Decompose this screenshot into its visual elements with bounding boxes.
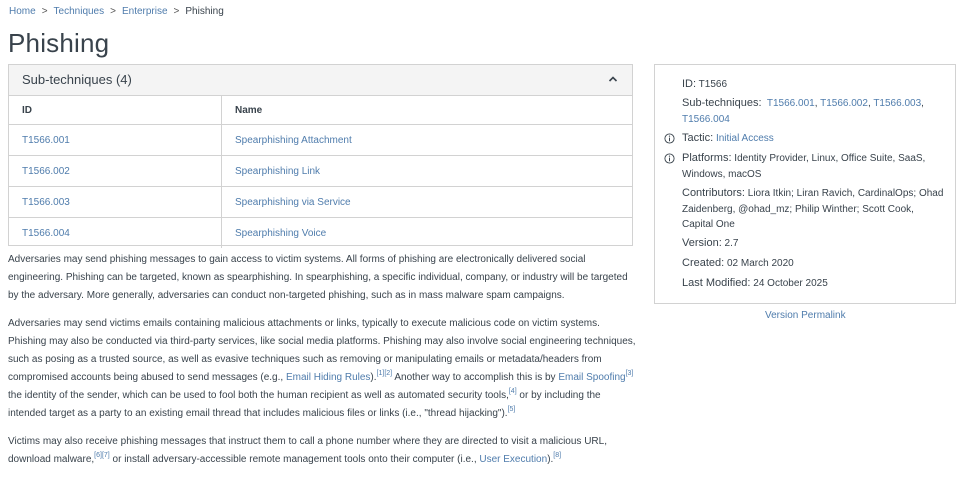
info-label: Platforms: bbox=[682, 152, 732, 164]
subtechnique-id-link[interactable]: T1566.004 bbox=[22, 227, 70, 239]
info-label: Version: bbox=[682, 237, 722, 249]
subtechnique-id-link[interactable]: T1566.002 bbox=[22, 165, 70, 177]
reference-link[interactable]: [3] bbox=[625, 370, 634, 377]
breadcrumb-current: Phishing bbox=[185, 6, 224, 17]
info-platforms bbox=[682, 151, 944, 182]
info-value: Liora Itkin; Liran Ravich, CardinalOps; Ohad Zaidenberg, @ohad_mz; Philip Winther; Scott Cook, Capital One bbox=[682, 188, 944, 230]
subtechnique-id-link[interactable]: T1566.001 bbox=[22, 134, 70, 146]
breadcrumb-separator: > bbox=[173, 6, 180, 17]
info-icon[interactable] bbox=[664, 153, 675, 164]
description-text: Victims may also receive phishing messages that instruct them to call a phone number where they are directed to visit a malicious URL, download malware, bbox=[8, 436, 607, 465]
subtechnique-link[interactable]: T1566.004 bbox=[682, 113, 730, 125]
subtechnique-link[interactable]: T1566.001 bbox=[766, 98, 815, 109]
version-permalink[interactable]: Version Permalink bbox=[765, 310, 846, 321]
reference-link[interactable]: [2] bbox=[384, 370, 393, 377]
chevron-up-icon[interactable] bbox=[608, 74, 618, 84]
table-cell-id bbox=[9, 156, 222, 187]
reference-link[interactable]: [7] bbox=[101, 452, 110, 459]
info-value: Identity Provider, Linux, Office Suite, SaaS, Windows, macOS bbox=[682, 153, 926, 180]
subtechnique-id-link[interactable]: T1566.003 bbox=[22, 196, 70, 208]
subtechnique-name-link[interactable]: Spearphishing via Service bbox=[235, 196, 351, 208]
table-cell-id bbox=[9, 187, 222, 218]
info-value: 24 October 2025 bbox=[753, 278, 828, 289]
info-icon[interactable] bbox=[664, 133, 675, 144]
table-row bbox=[9, 156, 632, 187]
description-text: the identity of the sender, which can be used to fool both the human recipient as well as automated security tools, bbox=[8, 390, 509, 401]
table-cell-name bbox=[222, 187, 633, 218]
description-paragraph-1: Adversaries may send phishing messages to gain access to victim systems. All forms of phishing are electronically delivered social engineering. Phishing can be targeted, known as spearphishing. In spearphishing, a specific individual, company, or industry will be targeted by the adversary. More generally, adversaries can conduct non-targeted phishing, such as in mass malware spam campaigns. bbox=[8, 254, 628, 301]
breadcrumb-techniques[interactable]: Techniques bbox=[53, 6, 105, 17]
info-value: 02 March 2020 bbox=[726, 258, 794, 269]
info-label: Tactic: bbox=[682, 132, 714, 144]
subtechniques-table bbox=[9, 96, 632, 248]
info-label: Created: bbox=[682, 257, 725, 269]
column-header-id: ID bbox=[9, 96, 222, 125]
table-header-row bbox=[9, 96, 632, 125]
subtechniques-panel bbox=[8, 64, 633, 246]
description-text: Another way to accomplish this is by bbox=[392, 372, 559, 383]
subtechnique-name-link[interactable]: Spearphishing Link bbox=[235, 165, 321, 177]
info-value: 2.7 bbox=[724, 238, 739, 249]
subtechnique-link[interactable]: T1566.003 bbox=[873, 98, 922, 109]
table-row bbox=[9, 187, 632, 218]
description-text: or install adversary-accessible remote management tools onto their computer (i.e., bbox=[109, 454, 480, 465]
description-text: or by including the intended target as a party to an existing email thread that includes malicious files or links (i.e., "thread hijacking"). bbox=[8, 390, 601, 419]
table-cell-name bbox=[222, 156, 633, 187]
email-hiding-rules-link[interactable]: Email Hiding Rules bbox=[285, 372, 371, 383]
email-spoofing-link[interactable]: Email Spoofing bbox=[558, 372, 626, 383]
table-row bbox=[9, 125, 632, 156]
info-label: Last Modified: bbox=[682, 277, 751, 289]
breadcrumb-enterprise[interactable]: Enterprise bbox=[121, 6, 168, 17]
technique-info-card bbox=[654, 64, 956, 304]
subtechnique-link[interactable]: T1566.002 bbox=[820, 98, 868, 109]
column-header-name: Name bbox=[222, 96, 633, 125]
info-label: ID: bbox=[682, 78, 697, 90]
breadcrumb-separator: > bbox=[110, 6, 116, 17]
description-text: Adversaries may send victims emails containing malicious attachments or links, typically to execute malicious code on victim systems. Phishing may also be conducted via third-party services, like social media platforms. Phishing may also involve social engineering techniques, such as posing as a trusted source, as well as evasive techniques such as removing or manipulating emails or metadata/headers from compromised accounts being abused to send messages (e.g., bbox=[8, 318, 636, 383]
reference-link[interactable]: [6] bbox=[94, 452, 102, 459]
description-paragraph-3: Victims may also receive phishing messages that instruct them to call a phone number where they are directed to visit a malicious URL, download malware,[6][7] or install adversary-accessible remote management tools onto their computer (i.e., User Execution).[8] bbox=[8, 436, 607, 465]
user-execution-link[interactable]: User Execution bbox=[479, 454, 548, 465]
info-id bbox=[682, 77, 944, 93]
page-title: Phishing bbox=[8, 28, 110, 58]
tactic-link[interactable]: Initial Access bbox=[715, 133, 774, 144]
subtechniques-header[interactable] bbox=[9, 65, 632, 96]
breadcrumb bbox=[9, 6, 224, 17]
info-tactic bbox=[682, 131, 944, 147]
info-created bbox=[682, 256, 944, 272]
reference-link[interactable]: [5] bbox=[507, 406, 516, 413]
table-cell-name bbox=[222, 218, 633, 249]
info-last-modified bbox=[682, 276, 944, 292]
reference-link[interactable]: [8] bbox=[553, 452, 562, 459]
description-paragraph-2: Adversaries may send victims emails containing malicious attachments or links, typically to execute malicious code on victim systems. Phishing may also be conducted via third-party services, like social media platforms. Phishing may also involve social engineering techniques, such as posing as a trusted source, as well as evasive techniques such as removing or manipulating emails or metadata/headers from compromised accounts being abused to send messages (e.g., Email Hiding Rules).[1][2] Another way to accomplish this is by Email Spoofing[3] the identity of the sender, which can be used to fool both the human recipient as well as automated security tools,[4] or by including the intended target as a party to an existing email thread that includes malicious files or links (i.e., "thread hijacking").[5] bbox=[8, 318, 636, 419]
info-value: T1566 bbox=[698, 79, 728, 90]
breadcrumb-home[interactable]: Home bbox=[9, 6, 36, 17]
subtechnique-name-link[interactable]: Spearphishing Voice bbox=[235, 227, 327, 239]
info-label: Contributors: bbox=[682, 187, 745, 199]
table-row bbox=[9, 218, 632, 249]
reference-link[interactable]: [1] bbox=[376, 370, 385, 377]
breadcrumb-separator: > bbox=[41, 6, 48, 17]
table-cell-id bbox=[9, 218, 222, 249]
info-contributors bbox=[682, 186, 944, 233]
table-cell-name bbox=[222, 125, 633, 156]
info-version bbox=[682, 236, 944, 252]
reference-link[interactable]: [4] bbox=[508, 388, 517, 395]
subtechnique-name-link[interactable]: Spearphishing Attachment bbox=[235, 134, 352, 146]
info-subtechniques: Sub-techniques: T1566.001, T1566.002, T1566.003, T1566.004 bbox=[682, 97, 924, 125]
table-cell-id bbox=[9, 125, 222, 156]
info-label: Sub-techniques: bbox=[682, 97, 762, 109]
subtechniques-title: Sub-techniques (4) bbox=[22, 72, 132, 87]
